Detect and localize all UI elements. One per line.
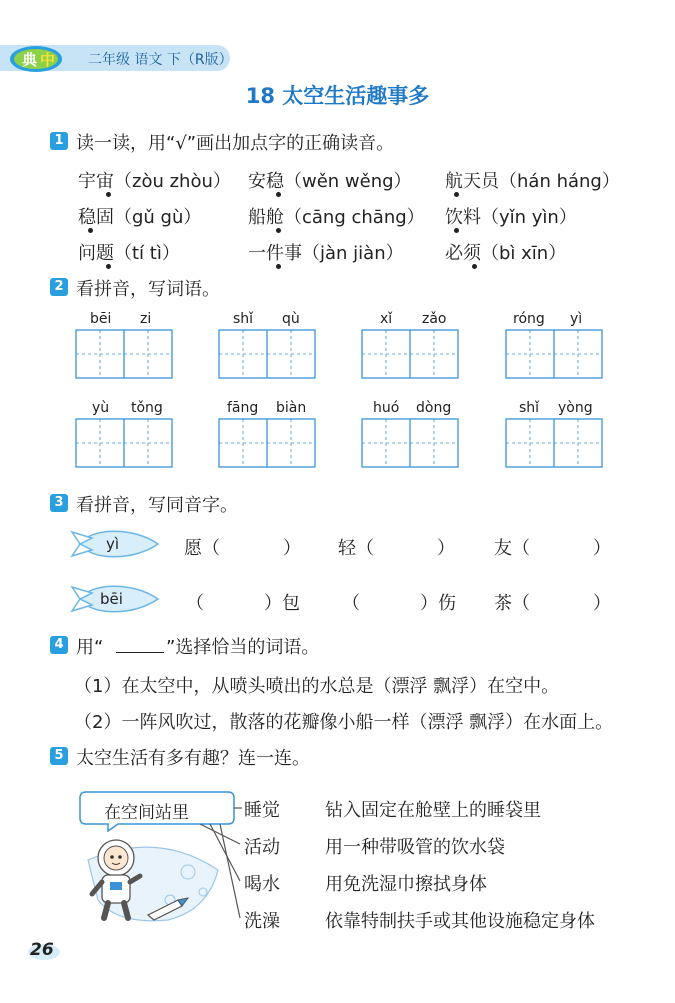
match-left-item[interactable]: 洗澡 <box>244 911 280 932</box>
q3-blank: ）伤 <box>420 593 456 614</box>
q3-blank: ）包 <box>264 593 300 614</box>
pinyin: huó <box>373 400 400 416</box>
q3-blank: 轻（ <box>338 538 374 559</box>
pinyin: róng <box>513 311 545 327</box>
pinyin: yù <box>92 400 110 416</box>
astronaut-illustration <box>78 820 238 930</box>
q1-item: 航天员（hán háng） <box>445 171 620 192</box>
match-right-item[interactable]: 用一种带吸管的饮水袋 <box>325 837 505 858</box>
q3-blank: （ <box>342 593 360 614</box>
q1-item: 船舱（cāng chāng） <box>248 207 425 228</box>
pinyin: yòng <box>558 400 593 416</box>
bubble-text: 在空间站里 <box>104 803 189 823</box>
question-1-prompt: 读一读，用“√”画出加点字的正确读音。 <box>76 133 395 154</box>
q3-pinyin-1: yì <box>106 535 120 553</box>
pinyin: shǐ <box>519 400 540 416</box>
question-5-prompt: 太空生活有多有趣？连一连。 <box>76 748 310 769</box>
q3-blank: 愿（ <box>184 538 220 559</box>
pinyin: yì <box>570 311 583 327</box>
question-2-prompt: 看拼音，写词语。 <box>76 279 220 300</box>
pinyin: xǐ <box>380 311 393 327</box>
q1-item: 稳固（gǔ gù） <box>78 207 202 228</box>
question-number-5: 5 <box>50 747 68 765</box>
q3-blank: ） <box>593 593 611 614</box>
q1-item: 一件事（jàn jiàn） <box>248 243 404 264</box>
page-number: 26 <box>30 940 54 960</box>
pinyin: zi <box>140 311 152 327</box>
q1-item: 必须（bì xīn） <box>445 243 567 264</box>
question-number-3: 3 <box>50 494 68 512</box>
pinyin: bēi <box>90 311 112 327</box>
question-3-prompt: 看拼音，写同音字。 <box>76 495 238 516</box>
q3-pinyin-2: bēi <box>100 590 123 608</box>
writing-grids <box>0 0 675 500</box>
header-label: 二年级 语文 下（R版） <box>88 52 233 68</box>
pinyin: shǐ <box>233 311 254 327</box>
q1-item: 安稳（wěn wěng） <box>248 171 412 192</box>
match-right-item[interactable]: 依靠特制扶手或其他设施稳定身体 <box>325 911 595 932</box>
q1-item: 宇宙（zòu zhòu） <box>78 171 231 192</box>
q3-blank: ） <box>593 538 611 559</box>
pinyin: qù <box>282 311 300 327</box>
match-left-item[interactable]: 睡觉 <box>244 800 280 821</box>
pinyin: tǒng <box>131 400 163 416</box>
q4-sentence-2: （2）一阵风吹过，散落的花瓣像小船一样（漂浮 飘浮）在水面上。 <box>74 712 614 733</box>
q1-item: 问题（tí tì） <box>78 243 180 264</box>
q3-blank: ） <box>283 538 301 559</box>
match-right-item[interactable]: 钻入固定在舱壁上的睡袋里 <box>325 800 541 821</box>
question-number-4: 4 <box>50 636 68 654</box>
q1-item: 饮料（yǐn yìn） <box>445 207 577 228</box>
pinyin: biàn <box>276 400 307 416</box>
match-left-item[interactable]: 喝水 <box>244 874 280 895</box>
question-number-1: 1 <box>50 132 68 150</box>
q3-blank: 友（ <box>494 538 530 559</box>
pinyin: fāng <box>227 400 259 416</box>
question-4-prompt-post: ”选择恰当的词语。 <box>166 637 320 658</box>
svg-text:典: 典 <box>22 51 38 69</box>
q3-blank: 茶（ <box>494 593 530 614</box>
match-left-item[interactable]: 活动 <box>244 837 280 858</box>
question-number-2: 2 <box>50 278 68 296</box>
underline-sample <box>116 652 164 653</box>
q3-blank: ） <box>437 538 455 559</box>
question-4-prompt-pre: 用“ <box>76 637 104 658</box>
pinyin: zǎo <box>422 311 447 327</box>
q4-sentence-1: （1）在太空中，从喷头喷出的水总是（漂浮 飘浮）在空中。 <box>74 676 560 697</box>
lesson-title: 18 太空生活趣事多 <box>245 84 430 108</box>
match-right-item[interactable]: 用免洗湿巾擦拭身体 <box>325 874 487 895</box>
pinyin: dòng <box>416 400 452 416</box>
q3-blank: （ <box>186 593 204 614</box>
svg-text:中: 中 <box>40 51 56 69</box>
